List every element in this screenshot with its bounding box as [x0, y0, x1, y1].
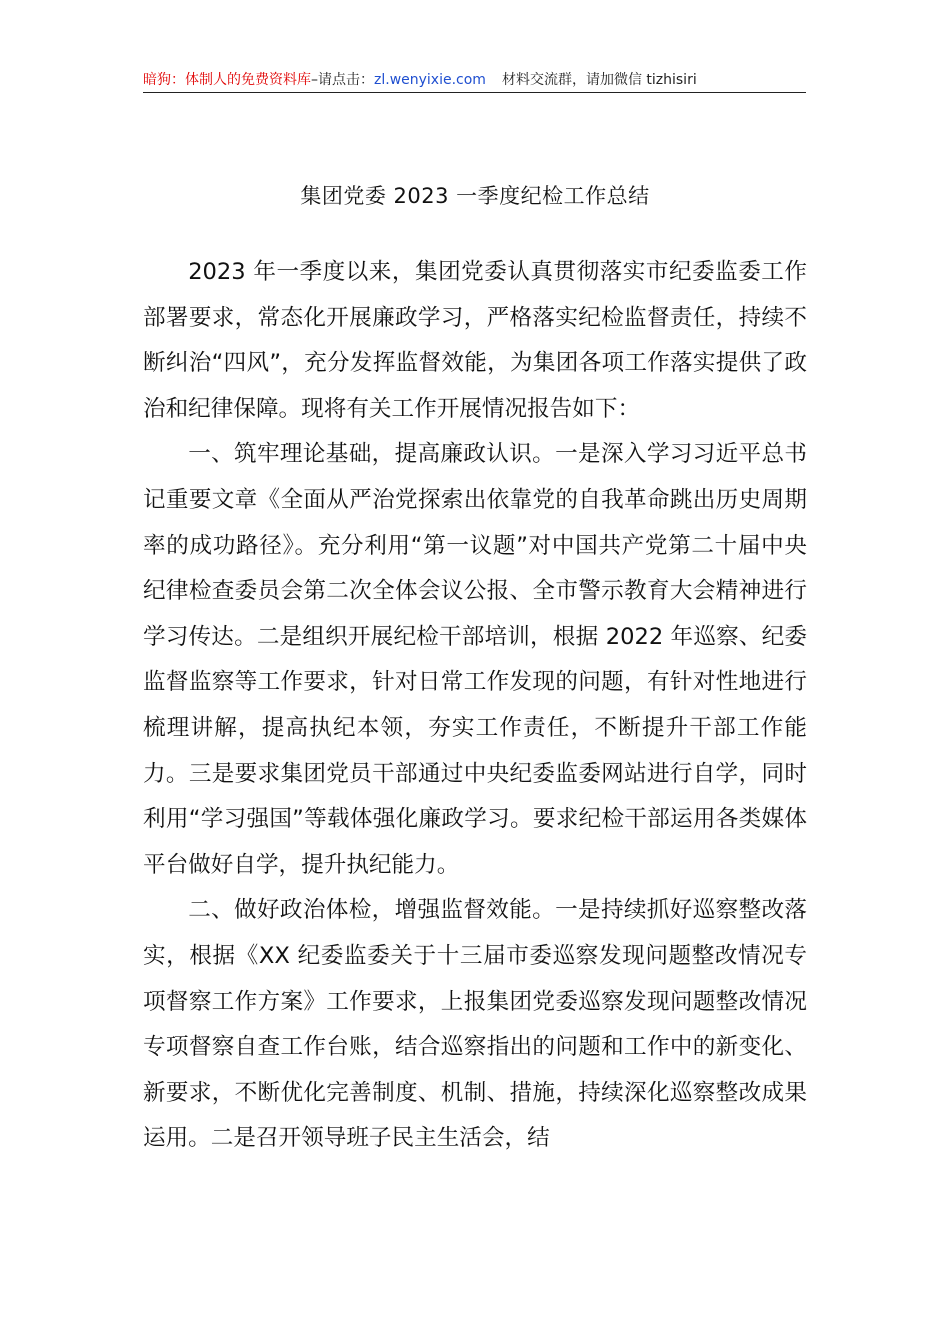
header-url-link[interactable]: zl.wenyixie.com [374, 72, 486, 88]
document-body [143, 250, 807, 1162]
document-title: 集团党委 2023 一季度纪检工作总结 [300, 184, 650, 208]
header-contact: 材料交流群，请加微信 tizhisiri [501, 72, 697, 88]
paragraph-intro: 2023 年一季度以来，集团党委认真贯彻落实市纪委监委工作部署要求，常态化开展廉政学习，严格落实纪检监督责任，持续不断纠治“四风”，充分发挥监督效能，为集团各项工作落实提供了政治和纪律保障。现将有关工作开展情况报告如下： [143, 259, 807, 422]
header-click-prompt: –请点击： [311, 72, 374, 88]
header-site-name[interactable]: 暗狗：体制人的免费资料库 [143, 72, 311, 88]
paragraph-section-2: 二、做好政治体检，增强监督效能。一是持续抓好巡察整改落实，根据《XX 纪委监委关于十三届市委巡察发现问题整改情况专项督察工作方案》工作要求，上报集团党委巡察发现问题整改情况专项督察自查工作台账，结合巡察指出的问题和工作中的新变化、新要求，不断优化完善制度、机制、措施，持续深化巡察整改成果运用。二是召开领导班子民主生活会，结 [143, 897, 807, 1152]
page-header [143, 68, 806, 93]
paragraph-section-1: 一、筑牢理论基础，提高廉政认识。一是深入学习习近平总书记重要文章《全面从严治党探索出依靠党的自我革命跳出历史周期率的成功路径》。充分利用“第一议题”对中国共产党第二十届中央纪律检查委员会第二次全体会议公报、全市警示教育大会精神进行学习传达。二是组织开展纪检干部培训，根据 2022 年巡察、纪委监督监察等工作要求，针对日常工作发现的问题，有针对性地进行梳理讲解，提高执纪本领，夯实工作责任，不断提升干部工作能力。三是要求集团党员干部通过中央纪委监委网站进行自学，同时利用“学习强国”等载体强化廉政学习。要求纪检干部运用各类媒体平台做好自学，提升执纪能力。 [143, 441, 807, 878]
